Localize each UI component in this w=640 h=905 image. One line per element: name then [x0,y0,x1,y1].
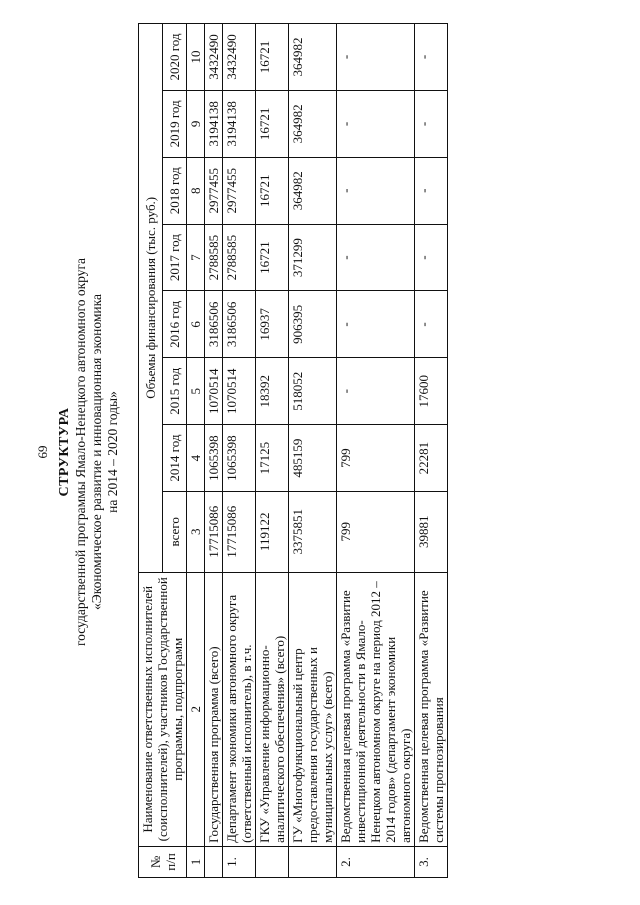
table-row [415,24,448,878]
header-name: Наименование ответственных исполнителей (соисполнителей), участников Государственной программы, подпрограмм [139,572,187,846]
title-line-2: государственной программы Ямало-Ненецкого автономного округа [73,257,88,647]
row-value: 485159 [289,425,337,492]
row-value: 16721 [256,157,289,224]
row-value: 18392 [256,358,289,425]
row-value: 906395 [289,291,337,358]
row-value: - [415,157,448,224]
row-value: 1070514 [205,358,223,425]
row-number: 3. [415,846,448,877]
row-value: - [337,91,415,158]
row-name: Ведомственная целевая программа «Развитие системы прогнозирования [415,572,448,846]
row-value: - [415,224,448,291]
table-row [337,24,415,878]
column-index: 8 [187,157,205,224]
row-number [256,846,289,877]
row-total: 3375851 [289,491,337,572]
row-value: 16721 [256,24,289,91]
column-index: 7 [187,224,205,291]
column-index: 2 [187,572,205,846]
title-line-4: на 2014 – 2020 годы» [105,391,120,513]
header-year: 2018 год [163,157,187,224]
column-index: 10 [187,24,205,91]
row-value: 799 [337,425,415,492]
row-value: - [337,224,415,291]
row-value: - [415,291,448,358]
column-index: 5 [187,358,205,425]
row-value: 2788585 [205,224,223,291]
document-title [57,12,121,892]
row-value: 371299 [289,224,337,291]
row-number: 2. [337,846,415,877]
row-value: 3432490 [205,24,223,91]
header-year: 2019 год [163,91,187,158]
row-value: 2977455 [205,157,223,224]
row-value: 364982 [289,91,337,158]
row-value: - [415,91,448,158]
title-heading: СТРУКТУРА [57,407,72,497]
column-index: 4 [187,425,205,492]
page-number: 69 [35,445,50,459]
header-year: 2015 год [163,358,187,425]
row-name: ГУ «Многофункциональный центр предоставления государственных и муниципальных услуг» (всего) [289,572,337,846]
column-index: 6 [187,291,205,358]
column-index: 9 [187,91,205,158]
row-value: 518052 [289,358,337,425]
header-total: всего [163,491,187,572]
table-row [256,24,289,878]
row-number [289,846,337,877]
header-year: 2017 год [163,224,187,291]
row-value: 3186506 [205,291,223,358]
row-name: Государственная программа (всего) [205,572,223,846]
column-index: 3 [187,491,205,572]
row-value: 1065398 [223,425,256,492]
row-value: 22281 [415,425,448,492]
row-value: 3194138 [223,91,256,158]
document-page [25,12,615,892]
header-funding: Объемы финансирования (тыс. руб.) [139,24,163,573]
column-index: 1 [187,846,205,877]
row-value: 3186506 [223,291,256,358]
row-value: 1065398 [205,425,223,492]
header-number: № п/п [139,846,187,877]
row-number: 1. [223,846,256,877]
row-value: 17600 [415,358,448,425]
row-value: - [337,157,415,224]
column-index-row [187,24,205,878]
row-value: 3432490 [223,24,256,91]
row-value: 364982 [289,157,337,224]
row-value: - [337,24,415,91]
row-value: - [337,291,415,358]
row-value: 2977455 [223,157,256,224]
row-total: 39881 [415,491,448,572]
table-row [205,24,223,878]
row-total: 799 [337,491,415,572]
row-name: ГКУ «Управление информационно-аналитического обеспечения» (всего) [256,572,289,846]
table-row [289,24,337,878]
title-line-3: «Экономическое развитие и инновационная экономика [89,294,104,610]
row-total: 119122 [256,491,289,572]
row-value: - [415,24,448,91]
row-value: 16937 [256,291,289,358]
row-value: 364982 [289,24,337,91]
row-value: 2788585 [223,224,256,291]
funding-structure-table [138,23,448,878]
row-value: - [337,358,415,425]
header-year: 2020 год [163,24,187,91]
row-value: 3194138 [205,91,223,158]
table-row [223,24,256,878]
row-name: Департамент экономики автономного округа (ответственный исполнитель), в т.ч. [223,572,256,846]
row-value: 17125 [256,425,289,492]
row-number [205,846,223,877]
row-total: 17715086 [223,491,256,572]
row-value: 16721 [256,91,289,158]
row-value: 1070514 [223,358,256,425]
row-name: Ведомственная целевая программа «Развитие инвестиционной деятельности в Ямало-Ненецком автономном округе на период 2012 – 2014 годов» (департамент экономики автономного округа) [337,572,415,846]
header-year: 2014 год [163,425,187,492]
row-total: 17715086 [205,491,223,572]
row-value: 16721 [256,224,289,291]
header-year: 2016 год [163,291,187,358]
